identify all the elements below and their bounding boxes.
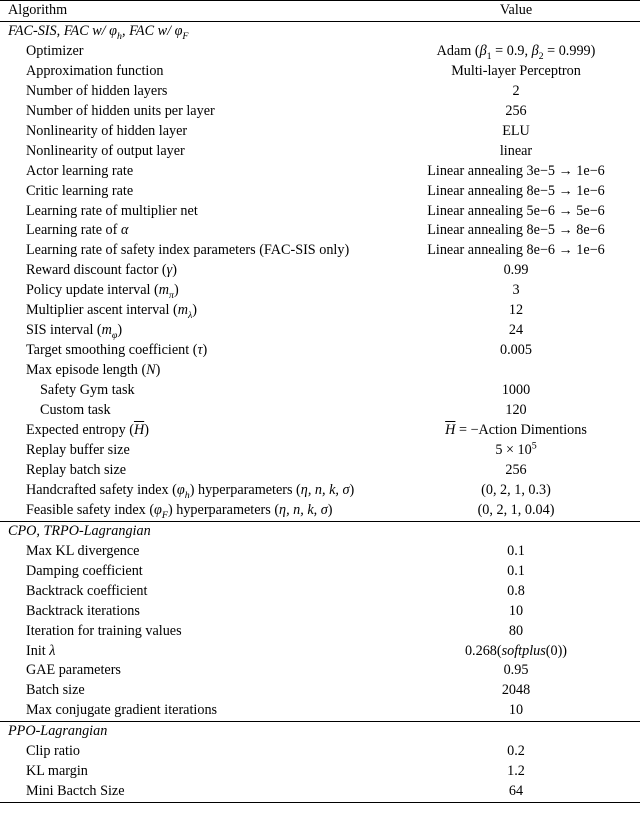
header-value: Value bbox=[392, 1, 640, 22]
table-row bbox=[0, 762, 640, 782]
param-value: (0, 2, 1, 0.3) bbox=[481, 481, 551, 498]
table-row bbox=[0, 281, 640, 301]
table-row bbox=[0, 182, 640, 202]
param-name: Feasible safety index $(\varphi_F)$ hyperparameters (η, n, k, σ) bbox=[26, 501, 333, 521]
table-row bbox=[0, 62, 640, 82]
param-name: Multiplier ascent interval $(m_\lambda)$ bbox=[26, 302, 197, 322]
param-name: Approximation function bbox=[26, 62, 164, 79]
header-algorithm: Algorithm bbox=[0, 1, 392, 22]
param-value: Linear annealing 5e−6 → 5e−6 bbox=[427, 202, 605, 219]
param-name: Backtrack iterations bbox=[26, 602, 140, 619]
param-value: 12 bbox=[508, 302, 524, 319]
param-name: Actor learning rate bbox=[26, 162, 134, 179]
param-value: Multi-layer Perceptron bbox=[451, 62, 581, 79]
table-row bbox=[0, 142, 640, 162]
param-value: 80 bbox=[508, 622, 524, 639]
table-row bbox=[0, 42, 640, 62]
param-name: Learning rate of safety index parameters (FAC-SIS only) bbox=[26, 242, 350, 259]
param-value: 10 bbox=[508, 602, 524, 619]
param-value: 0.268(softplus(0)) bbox=[464, 642, 568, 659]
param-value: 1.2 bbox=[507, 763, 525, 780]
param-name: GAE parameters bbox=[26, 662, 121, 679]
param-value: 2 bbox=[512, 82, 520, 99]
table-row bbox=[0, 381, 640, 401]
table-row bbox=[0, 481, 640, 501]
section-row bbox=[0, 521, 640, 541]
param-value: 256 bbox=[505, 461, 527, 478]
param-value: 0.8 bbox=[507, 582, 525, 599]
table-row bbox=[0, 202, 640, 222]
table-row bbox=[0, 542, 640, 562]
table-row bbox=[0, 102, 640, 122]
table-row bbox=[0, 82, 640, 102]
section-row bbox=[0, 21, 640, 41]
param-value: Linear annealing 8e−5 → 8e−6 bbox=[427, 222, 605, 239]
section-title-ppo: PPO-Lagrangian bbox=[0, 722, 640, 742]
param-name: Reward discount factor (γ) bbox=[26, 262, 177, 279]
param-name: Optimizer bbox=[26, 42, 84, 59]
param-name: Custom task bbox=[40, 402, 111, 419]
table-row bbox=[0, 582, 640, 602]
param-name: Init λ bbox=[26, 642, 56, 659]
param-value: Linear annealing 8e−6 → 1e−6 bbox=[427, 242, 605, 259]
param-name: Handcrafted safety index $(\varphi_h)$ hyperparameters (η, n, k, σ) bbox=[26, 481, 355, 501]
table-row bbox=[0, 361, 640, 381]
table-row bbox=[0, 461, 640, 481]
param-name: Max KL divergence bbox=[26, 542, 140, 559]
param-name: Safety Gym task bbox=[40, 382, 135, 399]
param-name: Critic learning rate bbox=[26, 182, 134, 199]
param-value: 0.005 bbox=[500, 342, 532, 359]
table-row bbox=[0, 241, 640, 261]
section-title-fac: FAC-SIS, FAC w/ $\varphi_h$, FAC w/ $\varphi_F$ bbox=[8, 22, 189, 42]
param-name: Target smoothing coefficient (τ) bbox=[26, 342, 208, 359]
table-row bbox=[0, 301, 640, 321]
param-name: Nonlinearity of hidden layer bbox=[26, 122, 188, 139]
table-row bbox=[0, 681, 640, 701]
param-value: (0, 2, 1, 0.04) bbox=[477, 501, 555, 518]
table-row bbox=[0, 622, 640, 642]
section-title-cpo: CPO, TRPO-Lagrangian bbox=[0, 521, 640, 541]
param-value: 64 bbox=[392, 782, 640, 802]
param-value: linear bbox=[499, 142, 533, 159]
param-name: SIS interval $(m_\varphi)$ bbox=[26, 322, 123, 342]
table-row bbox=[0, 501, 640, 521]
param-name: Number of hidden units per layer bbox=[26, 102, 215, 119]
table-row bbox=[0, 562, 640, 582]
param-value bbox=[392, 361, 640, 381]
param-name: Expected entropy $(\overline{H})$ bbox=[26, 422, 149, 439]
param-name: Mini Bactch Size bbox=[0, 782, 392, 802]
param-name: Learning rate of multiplier net bbox=[26, 202, 198, 219]
table-row bbox=[0, 742, 640, 762]
param-value: ELU bbox=[502, 122, 530, 139]
param-name: Replay buffer size bbox=[26, 441, 130, 458]
param-name: Nonlinearity of output layer bbox=[26, 142, 185, 159]
param-name: KL margin bbox=[26, 763, 88, 780]
param-name: Batch size bbox=[26, 682, 85, 699]
param-name: Number of hidden layers bbox=[26, 82, 168, 99]
table-row bbox=[0, 401, 640, 421]
table-row bbox=[0, 321, 640, 341]
param-value: 24 bbox=[508, 322, 524, 339]
param-value: Linear annealing 3e−5 → 1e−6 bbox=[427, 162, 605, 179]
section-row bbox=[0, 722, 640, 742]
param-value: 2048 bbox=[501, 682, 531, 699]
table-row bbox=[0, 261, 640, 281]
param-name: Iteration for training values bbox=[26, 622, 182, 639]
param-name: Policy update interval $(m_\pi)$ bbox=[26, 282, 179, 302]
param-value: 0.1 bbox=[507, 562, 525, 579]
table-row bbox=[0, 782, 640, 802]
param-name: Clip ratio bbox=[26, 743, 80, 760]
table-row bbox=[0, 221, 640, 241]
param-name: Max conjugate gradient iterations bbox=[26, 702, 218, 719]
param-value: 120 bbox=[505, 402, 527, 419]
param-value: 1000 bbox=[501, 382, 531, 399]
param-value: 0.95 bbox=[503, 662, 529, 679]
param-name: Learning rate of α bbox=[26, 222, 129, 239]
param-name: Replay batch size bbox=[26, 461, 127, 478]
table-row bbox=[0, 701, 640, 721]
param-value: Adam ($\beta_1 = 0.9$, $\beta_2 = 0.999$) bbox=[436, 42, 596, 62]
table-row bbox=[0, 122, 640, 142]
param-value: $\overline{H}$ = −Action Dimentions bbox=[445, 422, 587, 439]
param-value: 0.99 bbox=[503, 262, 529, 279]
table-row bbox=[0, 441, 640, 461]
param-value: Linear annealing 8e−5 → 1e−6 bbox=[427, 182, 605, 199]
param-value: 0.2 bbox=[507, 743, 525, 760]
param-name: Max episode length (N) bbox=[26, 362, 161, 379]
param-value: 256 bbox=[505, 102, 527, 119]
param-value: 0.1 bbox=[507, 542, 525, 559]
param-value: $5 \times 10^5$ bbox=[495, 440, 537, 458]
table-header-row bbox=[0, 1, 640, 22]
table-row bbox=[0, 421, 640, 441]
param-name: Damping coefficient bbox=[26, 562, 143, 579]
table-row bbox=[0, 341, 640, 361]
table-row bbox=[0, 642, 640, 662]
table-row bbox=[0, 602, 640, 622]
param-value: 10 bbox=[508, 702, 524, 719]
param-value: 3 bbox=[512, 282, 520, 299]
table-row bbox=[0, 661, 640, 681]
param-name: Backtrack coefficient bbox=[26, 582, 148, 599]
table-row bbox=[0, 162, 640, 182]
